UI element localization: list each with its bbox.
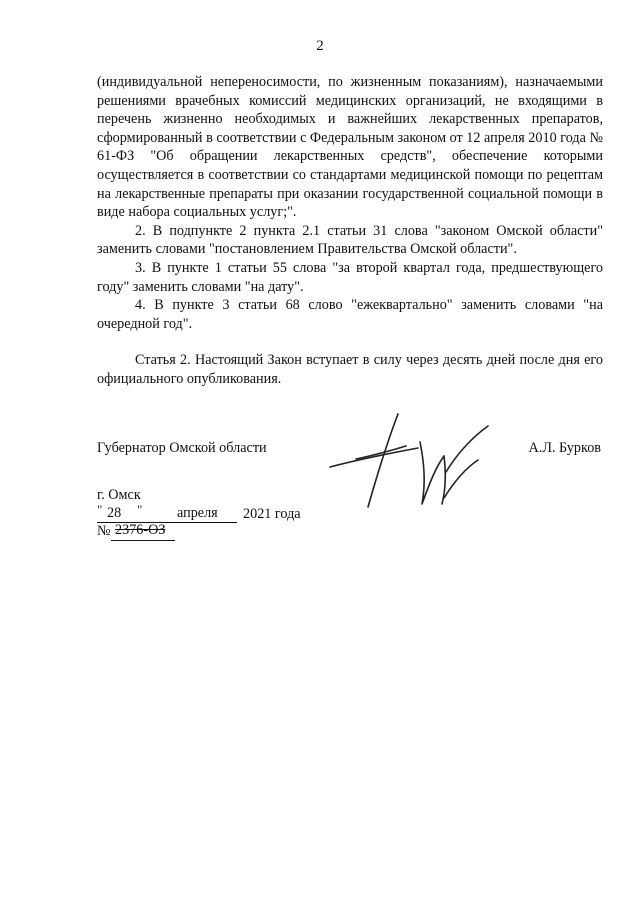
paragraph-continuation: (индивидуальной непереносимости, по жизненным показаниям), назначаемыми решениями врачебных комиссий медицинских организаций, не входящими в перечень жизненно необходимых и важнейших лекарственных препаратов, сформированный в соответствии с Федеральным законом от 12 апреля 2010 года № 61-ФЗ "Об обращении лекарственных средств", обеспечение которыми осуществляется в соответствии со стандартами медицинской помощи по рецептам на лекарственные препараты при оказании государственной социальной помощи в виде набора социальных услуг;".	[97, 74, 603, 221]
paragraph-item-4: 4. В пункте 3 статьи 68 слово "ежеквартально" заменить словами "на очередной год".	[97, 297, 603, 332]
date-day: 28	[107, 505, 122, 521]
date-month: апреля	[177, 505, 218, 521]
date-year: 2021 года	[243, 506, 301, 522]
article-2: Статья 2. Настоящий Закон вступает в силу через десять дней после дня его официального опубликования.	[97, 352, 603, 387]
body-text	[97, 73, 603, 389]
signatory-name: А.Л. Бурков	[528, 440, 601, 456]
paragraph-gap	[97, 333, 603, 351]
date-close-quote: "	[137, 502, 143, 517]
date-open-quote: "	[97, 502, 103, 517]
signatory-title: Губернатор Омской области	[97, 440, 267, 456]
law-number	[97, 523, 217, 545]
number-underline	[111, 540, 175, 541]
number-value: 2376-ОЗ	[115, 522, 166, 538]
paragraph-item-3: 3. В пункте 1 статьи 55 слова "за второй квартал года, предшествующего году" заменить словами "на дату".	[97, 259, 603, 295]
page-number: 2	[316, 38, 324, 54]
number-sign: №	[97, 523, 111, 539]
handwritten-signature	[326, 412, 496, 512]
paragraph-item-2: 2. В подпункте 2 пункта 2.1 статьи 31 слова "законом Омской области" заменить словами "постановлением Правительства Омской области".	[97, 222, 603, 258]
place-of-signing: г. Омск	[97, 487, 141, 503]
